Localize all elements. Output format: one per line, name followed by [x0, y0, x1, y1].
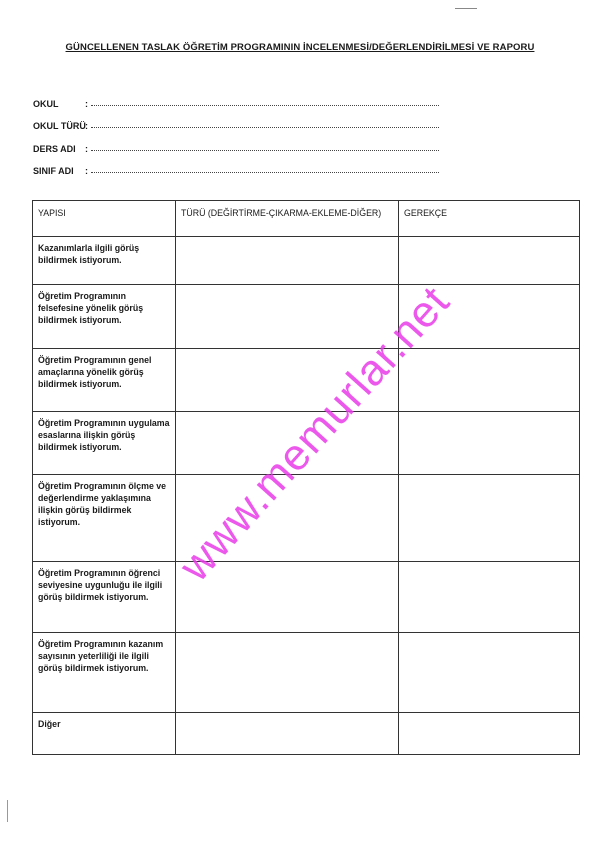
gerekce-cell[interactable]	[399, 349, 580, 412]
field-label: SINIF ADI	[33, 166, 74, 176]
field-sinif-adi	[33, 154, 453, 177]
info-fields	[33, 86, 453, 176]
fill-line[interactable]	[91, 164, 439, 173]
column-header-gerekce: GEREKÇE	[399, 201, 580, 237]
field-colon: :	[85, 98, 88, 109]
row-label: Öğretim Programının öğrenci seviyesine uygunluğu ile ilgili görüş bildirmek istiyorum.	[38, 568, 163, 602]
row-label-cell	[33, 633, 176, 713]
column-header-yapisi: YAPISI	[33, 201, 176, 237]
table-row	[33, 713, 580, 755]
turu-cell[interactable]	[176, 713, 399, 755]
row-label: Öğretim Programının genel amaçlarına yönelik görüş bildirmek istiyorum.	[38, 355, 152, 389]
field-colon: :	[85, 166, 88, 176]
row-label: Diğer	[38, 719, 61, 729]
column-header-turu: TÜRÜ (DEĞİRTİRME-ÇIKARMA-EKLEME-DİĞER)	[176, 201, 399, 237]
row-label: Öğretim Programının uygulama esaslarına ilişkin görüş bildirmek istiyorum.	[38, 418, 170, 452]
field-colon: :	[85, 143, 88, 154]
field-label: DERS ADI	[33, 143, 76, 154]
table-row	[33, 237, 580, 285]
turu-cell[interactable]	[176, 285, 399, 349]
row-label: Öğretim Programının ölçme ve değerlendirme yaklaşımına ilişkin görüş bildirmek istiyorum.	[38, 481, 167, 527]
row-label-cell	[33, 285, 176, 349]
gerekce-cell[interactable]	[399, 475, 580, 562]
gerekce-cell[interactable]	[399, 633, 580, 713]
row-label-cell	[33, 412, 176, 475]
table-row	[33, 475, 580, 562]
scan-mark	[455, 8, 477, 9]
field-okul-turu	[33, 109, 453, 132]
turu-cell[interactable]	[176, 633, 399, 713]
row-label-cell	[33, 713, 176, 755]
gerekce-cell[interactable]	[399, 562, 580, 633]
gerekce-cell[interactable]	[399, 713, 580, 755]
field-label: OKUL TÜRÜ	[33, 121, 86, 131]
table-row	[33, 633, 580, 713]
watermark: www.memurlar.net	[169, 276, 460, 591]
gerekce-cell[interactable]	[399, 412, 580, 475]
table-row	[33, 285, 580, 349]
field-ders-adi	[33, 131, 453, 154]
row-label-cell	[33, 562, 176, 633]
row-label-cell	[33, 237, 176, 285]
row-label-cell	[33, 349, 176, 412]
table-header-row	[33, 201, 580, 237]
scan-mark	[7, 800, 8, 822]
row-label: Kazanımlarla ilgili görüş bildirmek istiyorum.	[38, 243, 140, 265]
table-row	[33, 349, 580, 412]
fill-line[interactable]	[91, 142, 439, 151]
fill-line[interactable]	[91, 119, 439, 128]
row-label: Öğretim Programının felsefesine yönelik görüş bildirmek istiyorum.	[38, 291, 144, 325]
field-colon: :	[85, 121, 88, 131]
row-label: Öğretim Programının kazanım sayısının yeterliliği ile ilgili görüş bildirmek istiyorum.	[38, 639, 164, 673]
field-okul	[33, 86, 453, 109]
document-title: GÜNCELLENEN TASLAK ÖĞRETİM PROGRAMININ İNCELENMESİ/DEĞERLENDİRİLMESİ VE RAPORU	[65, 42, 535, 53]
fill-line[interactable]	[91, 97, 439, 106]
turu-cell[interactable]	[176, 237, 399, 285]
field-label: OKUL	[33, 98, 59, 109]
row-label-cell	[33, 475, 176, 562]
table-row	[33, 562, 580, 633]
